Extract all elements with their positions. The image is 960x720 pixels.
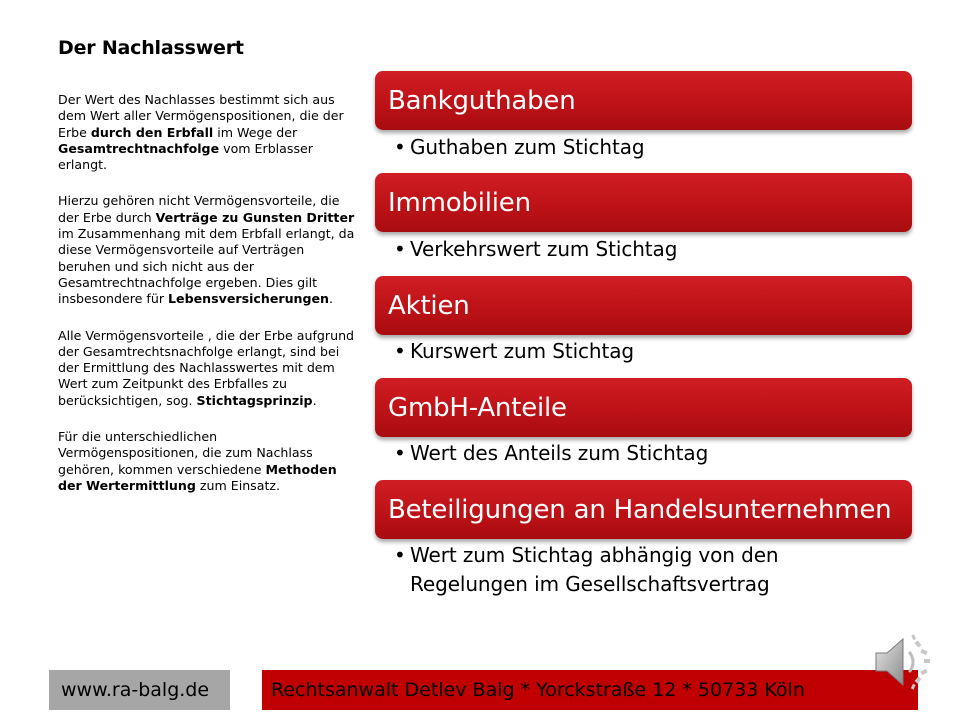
category-heading-aktien — [375, 276, 912, 335]
category-bullet-immobilien: • Verkehrswert zum Stichtag — [394, 235, 894, 264]
category-heading-label: Bankguthaben — [388, 85, 576, 116]
category-heading-gmbh-anteile — [375, 378, 912, 437]
footer-address-label: Rechtsanwalt Detlev Balg * Yorckstraße 12 * 50733 Köln — [271, 679, 805, 701]
slide-title: Der Nachlasswert — [58, 37, 244, 59]
footer-address-bar — [262, 670, 918, 710]
category-heading-label: Aktien — [388, 290, 470, 321]
bullet-glyph: • — [394, 441, 406, 465]
intro-paragraph-1: Der Wert des Nachlasses bestimmt sich aus dem Wert aller Vermögenspositionen, die der Erbe durch den Erbfall im Wege der Gesamtrechtnachfolge vom Erblasser erlangt. — [58, 92, 344, 173]
bullet-glyph: • — [394, 339, 406, 363]
category-heading-label: Immobilien — [388, 187, 531, 218]
category-bullet-continuation: Regelungen im Gesellschaftsvertrag — [410, 572, 770, 596]
category-heading-beteiligungen — [375, 480, 912, 539]
category-heading-label: Beteiligungen an Handelsunternehmen — [388, 494, 892, 525]
category-bullet-beteiligungen: • Wert zum Stichtag abhängig von den Regelungen im Gesellschaftsvertrag — [394, 541, 894, 599]
footer-website-link[interactable] — [49, 670, 230, 710]
category-heading-label: GmbH-Anteile — [388, 392, 567, 423]
intro-paragraph-2: Hierzu gehören nicht Vermögensvorteile, die der Erbe durch Verträge zu Gunsten Dritter im Zusammenhang mit dem Erbfall erlangt, da diese Vermögensvorteile auf Verträgen beruhen und sich nicht aus der Gesamtrechtnachfolge ergeben. Dies gilt insbesondere für Lebensversicherungen. — [58, 193, 355, 307]
category-heading-bankguthaben — [375, 71, 912, 130]
category-bullet-bankguthaben: • Guthaben zum Stichtag — [394, 133, 894, 162]
footer-website-label: www.ra-balg.de — [61, 679, 210, 701]
category-bullet-aktien: • Kurswert zum Stichtag — [394, 337, 894, 366]
bullet-glyph: • — [394, 237, 406, 261]
bullet-glyph: • — [394, 135, 406, 159]
bullet-glyph: • — [394, 543, 406, 567]
category-bullet-gmbh-anteile: • Wert des Anteils zum Stichtag — [394, 439, 894, 468]
speaker-icon-graphic — [872, 633, 936, 691]
intro-text-column — [58, 92, 356, 514]
intro-paragraph-3: Alle Vermögensvorteile , die der Erbe aufgrund der Gesamtrechtsnachfolge erlangt, sind bei der Ermittlung des Nachlasswertes mit dem Wert zum Zeitpunkt des Erbfalles zu berücksichtigen, sog. Stichtagsprinzip. — [58, 327, 355, 408]
category-heading-immobilien — [375, 173, 912, 232]
intro-paragraph-4: Für die unterschiedlichen Vermögenspositionen, die zum Nachlass gehören, kommen verschiedene Methoden der Wertermittlung zum Einsatz. — [58, 429, 337, 493]
speaker-icon[interactable] — [872, 633, 936, 691]
